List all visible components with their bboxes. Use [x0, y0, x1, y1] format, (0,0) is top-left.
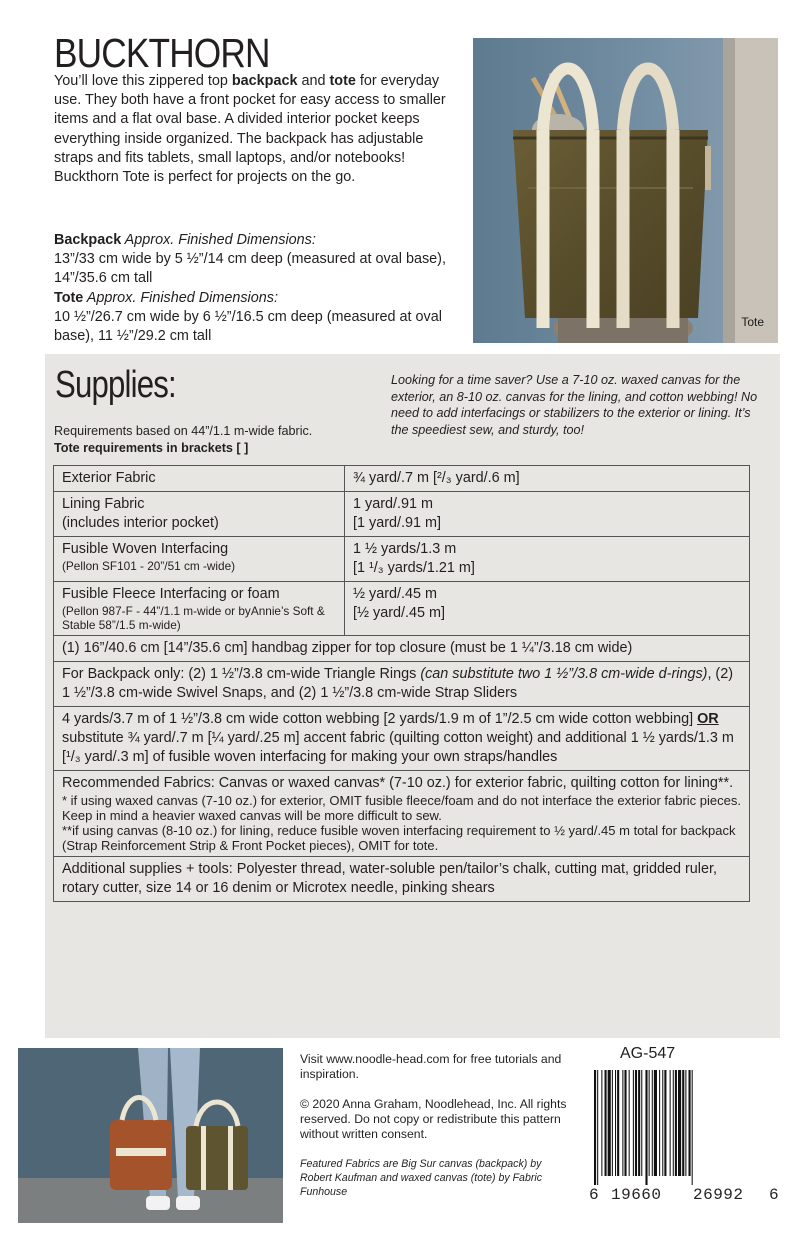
supplies-heading: Supplies:: [55, 364, 176, 406]
table-row: [54, 466, 750, 492]
barcode-bar: [645, 1070, 647, 1185]
zipper-row: (1) 16”/40.6 cm [14”/35.6 cm] handbag zipper for top closure (must be 1 ¼”/3.18 cm wide): [54, 636, 750, 662]
tote-brackets-note: Tote requirements in brackets [ ]: [54, 441, 249, 455]
barcode-digit: 6: [589, 1186, 600, 1204]
barcode-bar: [601, 1070, 602, 1176]
barcode-bar: [675, 1070, 677, 1176]
barcode-bar: [670, 1070, 671, 1176]
tote-photo: [473, 38, 778, 343]
intro-bold-tote: tote: [329, 73, 356, 89]
barcode-bar: [654, 1070, 657, 1176]
barcode-bar: [685, 1070, 686, 1176]
barcode-bar: [692, 1070, 693, 1185]
tote-dimensions: Tote Approx. Finished Dimensions: 10 ½”/26.7 cm wide by 6 ½”/16.5 cm deep (measured at oval base), 11 ½”/29.2 cm tall: [54, 289, 442, 345]
barcode-bar: [605, 1070, 607, 1176]
intro-paragraph: You’ll love this zippered top backpack and tote for everyday use. They both have a front pocket for easy access to smaller items and a flat oval base. A divided interior pocket keeps everything inside organized. The backpack has adjustable straps and fits tablets, small laptops, and/or notebooks! Buckthorn Tote is perfect for projects on the go.: [54, 73, 446, 186]
barcode-bar: [629, 1070, 630, 1176]
website-note: Visit www.noodle-head.com for free tutorials and inspiration.: [300, 1052, 562, 1081]
intro-bold-backpack: backpack: [231, 73, 298, 89]
supplies-panel: [45, 354, 780, 1038]
table-row: [54, 662, 750, 707]
table-row: [54, 537, 750, 582]
supply-item: Exterior Fabric: [54, 466, 345, 492]
supply-item: Lining Fabric (includes interior pocket): [54, 492, 345, 537]
supplies-table: [53, 465, 750, 902]
barcode-bar: [689, 1070, 691, 1176]
barcode-bar: [624, 1070, 626, 1176]
backpack-dimensions: Backpack Approx. Finished Dimensions: 13”/33 cm wide by 5 ½”/14 cm deep (measured at oval base), 14”/35.6 cm tall: [54, 232, 446, 287]
barcode-bar: [635, 1070, 637, 1176]
supply-amount: ¾ yard/.7 m [²/₃ yard/.6 m]: [345, 466, 750, 492]
time-saver-note: Looking for a time saver? Use a 7-10 oz. waxed canvas for the exterior, an 8-10 oz. canvas for the lining, and cotton webbing! No need to add interfacings or stabilizers to the exterior or lining. It’s the speediest sew, and sturdy, too!: [391, 373, 758, 437]
fabric-credit: Featured Fabrics are Big Sur canvas (backpack) by Robert Kaufman and waxed canvas (tote) by Fabric Funhouse: [300, 1158, 543, 1198]
barcode-bar: [664, 1070, 666, 1176]
barcode-bar: [612, 1070, 613, 1176]
additional-supplies-row: Additional supplies + tools: Polyester thread, water-soluble pen/tailor’s chalk, cutting mat, gridded ruler, rotary cutter, size 14 or 16 denim or Microtex needle, pinking shears: [54, 857, 750, 902]
barcode-bar: [638, 1070, 640, 1176]
barcode-bar: [594, 1070, 596, 1185]
footer-text: [300, 1052, 570, 1214]
supply-amount: ½ yard/.45 m [½ yard/.45 m]: [345, 582, 750, 636]
supply-item: Fusible Woven Interfacing (Pellon SF101 - 20”/51 cm -wide): [54, 537, 345, 582]
finished-dimensions: [54, 231, 454, 346]
photo-caption: Tote: [741, 315, 764, 329]
table-row: [54, 771, 750, 857]
barcode-bar: [597, 1070, 598, 1185]
bags-photo: [18, 1048, 283, 1223]
pattern-number: AG-547: [620, 1045, 676, 1062]
barcode-digit: 26992: [693, 1186, 744, 1204]
barcode-bar: [649, 1070, 650, 1176]
barcode-bar: [608, 1070, 611, 1176]
supply-item: Fusible Fleece Interfacing or foam (Pellon 987-F - 44”/1.1 m-wide or byAnnie’s Soft & Stable 58”/1.5 m-wide): [54, 582, 345, 636]
copyright-note: © 2020 Anna Graham, Noodlehead, Inc. All rights reserved. Do not copy or redistribute this pattern without written consent.: [300, 1097, 567, 1141]
requirements-note: Requirements based on 44”/1.1 m-wide fabric. Tote requirements in brackets [ ]: [54, 424, 313, 455]
barcode-digit: 19660: [611, 1186, 662, 1204]
barcode-bar: [615, 1070, 616, 1176]
supply-amount: 1 yard/.91 m [1 yard/.91 m]: [345, 492, 750, 537]
barcode-bar: [678, 1070, 681, 1176]
barcode-bar: [617, 1070, 619, 1176]
table-row: [54, 857, 750, 902]
barcode-bar: [673, 1070, 674, 1176]
barcode-bar: [682, 1070, 684, 1176]
backpack-only-row: For Backpack only: (2) 1 ½”/3.8 cm-wide Triangle Rings (can substitute two 1 ½”/3.8 cm-wide d-rings), (2) 1 ½”/3.8 cm-wide Swivel Snaps, and (2) 1 ½”/3.8 cm-wide Strap Sliders: [54, 662, 750, 707]
barcode-bar: [633, 1070, 634, 1176]
table-row: [54, 636, 750, 662]
bags-illustration: [18, 1048, 283, 1223]
table-row: [54, 582, 750, 636]
recommended-fabrics-row: Recommended Fabrics: Canvas or waxed canvas* (7-10 oz.) for exterior fabric, quilting cotton for lining**. * if using waxed canvas (7-10 oz.) for exterior, OMIT fusible fleece/foam and do not interface the exterior fabric pieces. Keep in mind a heavier waxed canvas will be more difficult to sew. **if using canvas (8-10 oz.) for lining, reduce fusible woven interfacing requirement to ½ yard/.45 m total for backpack (Strap Reinforcement Strip & Front Pocket pieces), OMIT for tote.: [54, 771, 750, 857]
barcode-digit: 6: [769, 1186, 780, 1204]
barcode-bar: [641, 1070, 642, 1176]
webbing-row: 4 yards/3.7 m of 1 ½”/3.8 cm wide cotton webbing [2 yards/1.9 m of 1”/2.5 cm wide cotton webbing] OR substitute ¾ yard/.7 m [¼ yard/.25 m] accent fabric (quilting cotton weight) and additional 1 ½ yards/1.3 m [¹/₃ yard/.3 m] of fusible woven interfacing for making your own straps/handles: [54, 707, 750, 771]
barcode-bar: [652, 1070, 653, 1176]
table-row: [54, 492, 750, 537]
barcode-bar: [662, 1070, 663, 1176]
barcode-icon: [592, 1070, 772, 1185]
pattern-title: BUCKTHORN: [54, 30, 270, 76]
barcode-bar: [659, 1070, 660, 1176]
tote-illustration: [473, 38, 778, 343]
table-row: [54, 707, 750, 771]
supply-amount: 1 ½ yards/1.3 m [1 ¹/₃ yards/1.21 m]: [345, 537, 750, 582]
barcode-bar: [622, 1070, 623, 1176]
